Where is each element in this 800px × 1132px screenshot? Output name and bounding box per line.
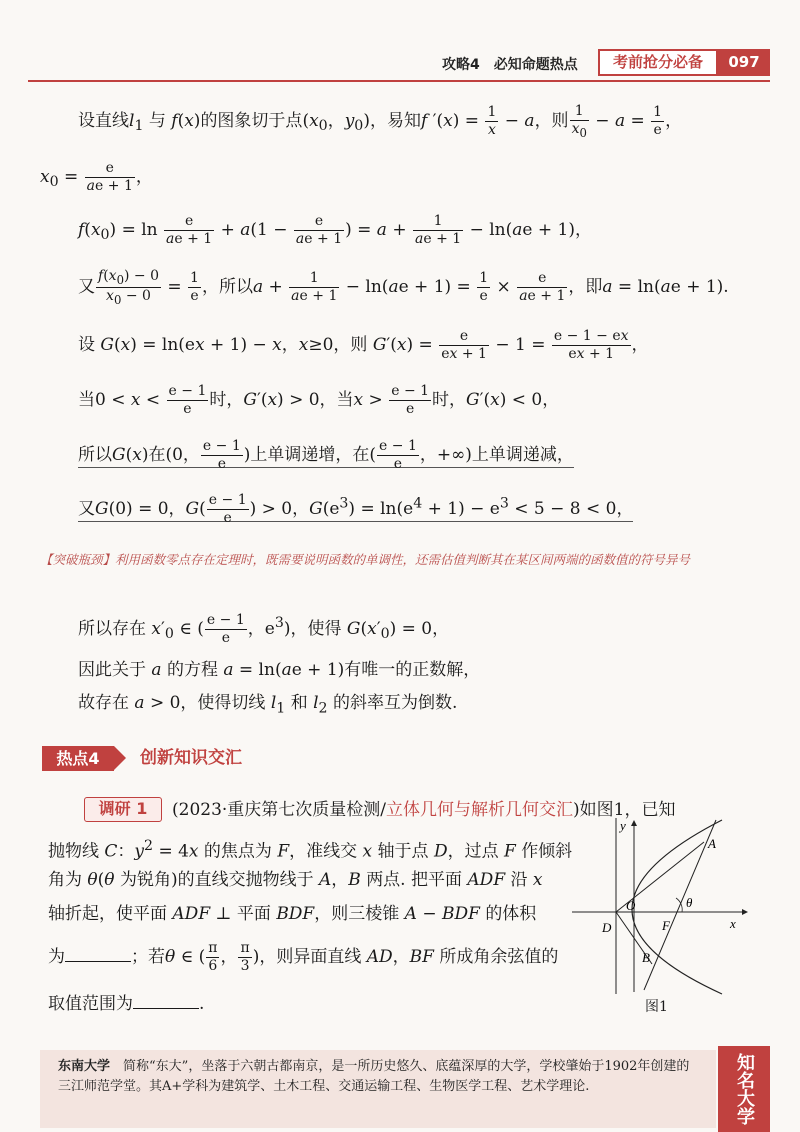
- problem-line-4: 轴折起，使平面 ADF ⊥ 平面 BDF，则三棱锥 A − BDF 的体积: [48, 904, 537, 924]
- label-x: x: [730, 916, 736, 931]
- solution-line-6: 当0 < x < $\frac{e - 1}{e}$ 时，G′(x) > 0，当x > $\frac{e - 1}{e}$ 时，G′(x) < 0，: [78, 383, 560, 417]
- solution-line-11: 故存在 a > 0，使得切线 $l_1$ 和 $l_2$ 的斜率互为倒数.: [78, 693, 458, 717]
- problem-line-6: 取值范围为 .: [48, 994, 205, 1014]
- footer-text: [58, 1057, 698, 1096]
- header-badge: 考前抢分必备: [598, 49, 718, 76]
- problem-line-3: 角为 θ(θ 为锐角)的直线交抛物线于 A，B 两点. 把平面 ADF 沿 x: [48, 870, 543, 890]
- answer-blank-2[interactable]: [133, 1007, 199, 1009]
- solution-line-4: 又 $\frac{f(x_0) - 0}{x_0 - 0}$ = $\frac{1}{e}$ ，所以a + $\frac{1}{ae + 1}$ − ln(ae + 1) = $\frac{1}{e}$ × $\frac{e}{ae + 1}$ ，即a = ln(ae + 1).: [78, 268, 729, 307]
- page-number: 097: [718, 49, 770, 76]
- section-title: 攻略4 必知命题热点: [442, 57, 578, 73]
- angle-arc: [676, 898, 682, 912]
- label-y: y: [620, 818, 626, 833]
- margin-note: 【突破瓶颈】利用函数零点存在定理时，既需要说明函数的单调性，还需估值判断其在某区间两端的函数值的符号异号: [40, 552, 691, 567]
- problem-line-1: (2023·重庆第七次质量检测/立体几何与解析几何交汇)如图1，已知: [172, 800, 676, 820]
- side-tab: 知名大学: [718, 1046, 770, 1132]
- hotspot-tag: 热点4: [42, 746, 114, 771]
- footer-university-name: 东南大学: [58, 1059, 111, 1074]
- problem-line-2: 抛物线 C：$y^2 = 4x$ 的焦点为 F，准线交 x 轴于点 D，过点 F 作倾斜: [48, 838, 573, 862]
- solution-line-10: 因此关于 a 的方程 a = ln(ae + 1)有唯一的正数解，: [78, 660, 481, 680]
- solution-line-3: $f(x_0) = \ln$ $\frac{e}{ae + 1}$ + a(1 − $\frac{e}{ae + 1}$ ) = a + $\frac{1}{ae + 1}$ − ln(ae + 1)，: [78, 213, 592, 247]
- solution-line-9: 所以存在 $x'_0$ ∈ ( $\frac{e - 1}{e}$ ，$e^3$)，使得 $G(x'_0) = 0$，: [78, 612, 450, 646]
- x-axis-arrow-icon: [742, 909, 748, 915]
- figure-parabola: [572, 812, 772, 997]
- y-axis-arrow-icon: [631, 820, 637, 826]
- research-tag: 调研 1: [84, 797, 162, 822]
- hotspot-title: 创新知识交汇: [140, 748, 242, 768]
- solution-line-1: 设直线$l_1$ 与 f(x)的图象切于点($x_0$，$y_0$)，易知f ′(x) = $\frac{1}{x}$ − a，则 $\frac{1}{x_0}$ − a = $\frac{1}{e}$ ，: [78, 103, 683, 140]
- solution-line-8: 又G(0) = 0，G( $\frac{e - 1}{e}$ ) > 0，$G(e^3) = \ln(e^4 + 1) - e^3 < 5 - 8 < 0$，: [78, 492, 634, 526]
- label-O: O: [626, 898, 636, 913]
- hotspot-arrow-icon: [114, 746, 126, 770]
- figure-caption: 图1: [645, 999, 668, 1015]
- label-F: F: [662, 918, 670, 933]
- label-theta: θ: [686, 895, 693, 910]
- problem-line-5: 为 ；若θ ∈ ( $\frac{\pi}{6}$ ， $\frac{\pi}{3}$ )，则异面直线 AD，BF 所成角余弦值的: [48, 940, 559, 974]
- label-D: D: [602, 920, 612, 935]
- footer-description: 简称“东大”，坐落于六朝古都南京，是一所历史悠久、底蕴深厚的大学，学校肇始于1902年创建的三江师范学堂。其A+学科为建筑学、土木工程、交通运输工程、生物医学工程、艺术学理论.: [58, 1059, 690, 1094]
- focal-chord: [644, 820, 716, 990]
- solution-line-7: 所以G(x)在(0， $\frac{e - 1}{e}$ )上单调递增，在( $\frac{e - 1}{e}$ ，+∞)上单调递减，: [78, 438, 574, 472]
- solution-line-5: 设 G(x) = ln(ex + 1) − x，x≥0，则 G′(x) = $\frac{e}{ex + 1}$ − 1 = $\frac{e - 1 - ex}{ex + 1}$ ，: [78, 328, 649, 362]
- answer-blank-1[interactable]: [65, 960, 131, 962]
- header-divider: [28, 80, 770, 82]
- solution-line-2: $x_0$ = $\frac{e}{ae + 1}$ ，: [40, 160, 153, 194]
- label-B: B: [642, 950, 650, 965]
- label-A: A: [708, 836, 716, 851]
